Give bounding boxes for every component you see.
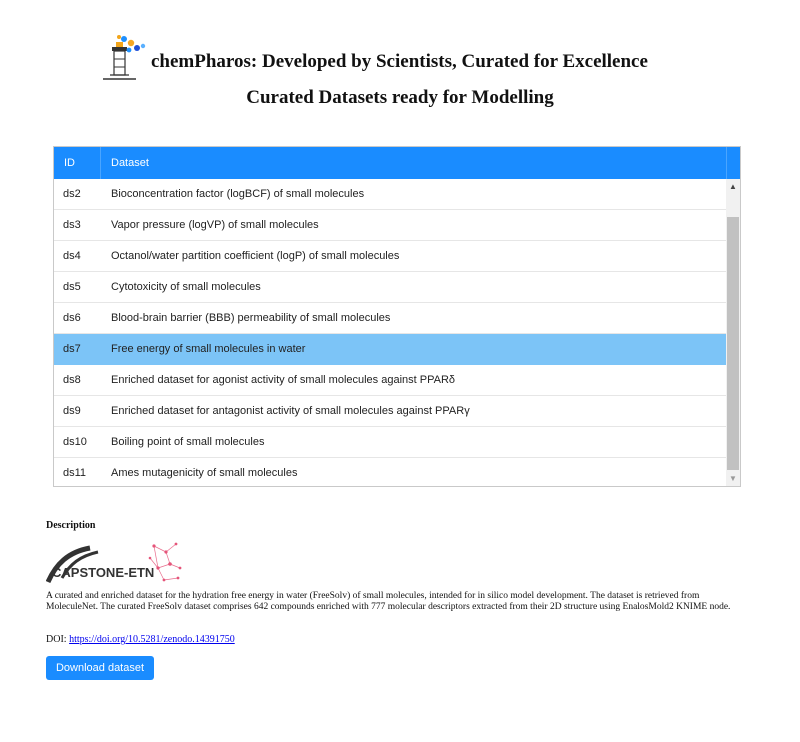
table-row[interactable]	[54, 179, 726, 210]
page-subtitle: Curated Datasets ready for Modelling	[246, 87, 554, 108]
column-header-dataset[interactable]: Dataset	[111, 157, 149, 169]
doi-label: DOI:	[46, 634, 67, 645]
cell-id: ds10	[63, 436, 87, 448]
capstone-etn-logo	[46, 538, 184, 588]
cell-dataset: Boiling point of small molecules	[111, 436, 265, 448]
table-row[interactable]	[54, 365, 726, 396]
cell-id: ds2	[63, 188, 81, 200]
cell-id: ds11	[63, 467, 87, 479]
cell-dataset: Enriched dataset for antagonist activity of small molecules against PPARγ	[111, 405, 470, 417]
table-row[interactable]	[54, 334, 726, 365]
table-row[interactable]	[54, 272, 726, 303]
header-scrollbar-gutter	[726, 147, 740, 179]
scroll-down-arrow-icon[interactable]: ▼	[729, 474, 737, 483]
table-row[interactable]	[54, 210, 726, 241]
table-row[interactable]	[54, 303, 726, 334]
cell-id: ds9	[63, 405, 81, 417]
column-divider[interactable]	[100, 147, 101, 179]
table-body	[54, 179, 726, 486]
capstone-logo-text: CAPSTONE-ETN	[52, 565, 155, 580]
description-heading: Description	[46, 520, 96, 531]
cell-dataset: Bioconcentration factor (logBCF) of small molecules	[111, 188, 365, 200]
cell-id: ds5	[63, 281, 81, 293]
cell-dataset: Octanol/water partition coefficient (logP) of small molecules	[111, 250, 400, 262]
cell-id: ds8	[63, 374, 81, 386]
column-header-id[interactable]: ID	[64, 157, 75, 169]
download-dataset-button[interactable]: Download dataset	[46, 656, 154, 680]
description-text: A curated and enriched dataset for the hydration free energy in water (FreeSolv) of small molecules, intended for in silico model development. The dataset is retrieved from MoleculeNet. The curated FreeSolv dataset comprises 642 compounds enriched with 777 molecular descriptors extracted from their 2D structure using EnalosMold2 KNIME node.	[46, 591, 731, 612]
cell-dataset: Cytotoxicity of small molecules	[111, 281, 261, 293]
cell-dataset: Free energy of small molecules in water	[111, 343, 306, 355]
table-header	[54, 147, 740, 179]
page-header	[0, 0, 800, 130]
scrollbar-thumb[interactable]	[727, 217, 739, 470]
cell-dataset: Enriched dataset for agonist activity of small molecules against PPARδ	[111, 374, 456, 386]
scroll-up-arrow-icon[interactable]: ▲	[729, 182, 737, 191]
cell-dataset: Blood-brain barrier (BBB) permeability of small molecules	[111, 312, 391, 324]
doi-line	[46, 634, 235, 645]
table-row[interactable]	[54, 396, 726, 427]
table-row[interactable]	[54, 241, 726, 272]
cell-dataset: Ames mutagenicity of small molecules	[111, 467, 298, 479]
cell-dataset: Vapor pressure (logVP) of small molecules	[111, 219, 319, 231]
chempharos-logo	[100, 34, 150, 84]
page-title: chemPharos: Developed by Scientists, Curated for Excellence	[151, 51, 648, 72]
cell-id: ds6	[63, 312, 81, 324]
cell-id: ds4	[63, 250, 81, 262]
cell-id: ds7	[63, 343, 81, 355]
datasets-table	[53, 146, 741, 487]
cell-id: ds3	[63, 219, 81, 231]
table-scrollbar[interactable]	[726, 179, 740, 486]
table-row[interactable]	[54, 427, 726, 458]
doi-link[interactable]: https://doi.org/10.5281/zenodo.14391750	[69, 634, 235, 645]
table-row[interactable]	[54, 458, 726, 487]
